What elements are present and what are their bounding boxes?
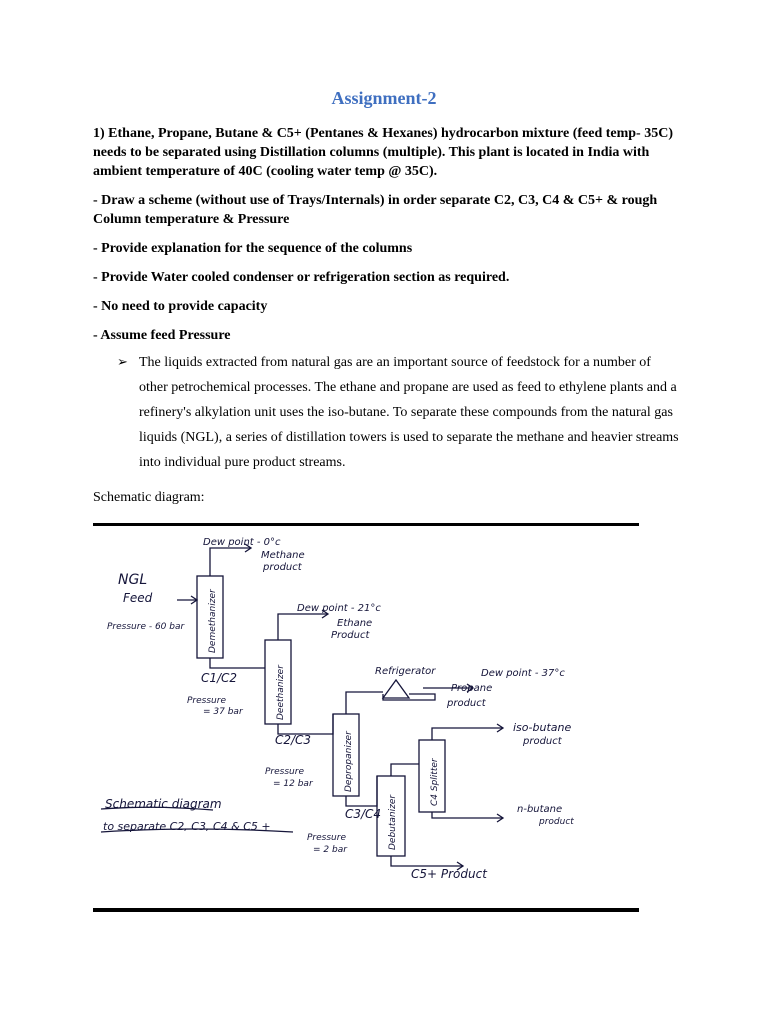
- n-butane-product-label: product: [539, 817, 574, 827]
- debutanizer-label: Debutanizer: [388, 794, 398, 850]
- task-item: - Provide explanation for the sequence of the columns: [93, 241, 413, 256]
- answer-paragraph: The liquids extracted from natural gas are an important source of feedstock for a number of other petrochemical processes. The ethane and propane are used as feed to ethylene plants and a refinery's alkylation unit uses the iso-butane. To separate these compounds from the natural gas liquids (NGL), a series of distillation towers is used to separate the methane and heavier streams into individual pure product streams.: [139, 355, 679, 470]
- dew-point-ethane-label: Dew point - 21°c: [297, 603, 381, 614]
- feed-label: Feed: [123, 591, 153, 605]
- methane-label: Methane: [261, 550, 305, 561]
- ethane-label: Ethane: [337, 618, 373, 629]
- n-butane-label: n-butane: [517, 804, 563, 815]
- pressure-debutanizer-label: Pressure: [307, 833, 346, 843]
- task-item: - Provide Water cooled condenser or refrigeration section as required.: [93, 270, 510, 285]
- task-item: - Assume feed Pressure: [93, 328, 231, 343]
- demethanizer-label: Demethanizer: [208, 589, 218, 653]
- pressure-demethanizer-label: Pressure - 60 bar: [107, 622, 185, 632]
- pressure-depropanizer-label: Pressure: [265, 767, 304, 777]
- ngl-label: NGL: [118, 572, 148, 588]
- ethane-product-label: Product: [331, 630, 370, 641]
- pressure-depropanizer-value: = 12 bar: [273, 779, 313, 789]
- figure-top-border: [93, 523, 639, 526]
- figure-caption: Schematic diagram:: [93, 490, 205, 505]
- page-title: Assignment-2: [331, 88, 437, 108]
- pressure-deethanizer-label: Pressure: [187, 696, 226, 706]
- c5-product-label: C5+ Product: [411, 867, 487, 881]
- deethanizer-label: Deethanizer: [276, 665, 286, 720]
- methane-product-label: product: [263, 562, 302, 573]
- c4-splitter-label: C4 Splitter: [430, 758, 440, 806]
- pressure-deethanizer-value: = 37 bar: [203, 707, 243, 717]
- dew-point-methane-label: Dew point - 0°c: [203, 537, 281, 548]
- iso-butane-product-label: product: [523, 736, 562, 747]
- depropanizer-label: Depropanizer: [344, 731, 354, 792]
- schematic-diagram: [93, 528, 639, 908]
- propane-product-label: product: [447, 698, 486, 709]
- pressure-debutanizer-value: = 2 bar: [313, 845, 347, 855]
- propane-label: Propane: [451, 683, 493, 694]
- c1-c2-label: C1/C2: [201, 671, 238, 685]
- iso-butane-label: iso-butane: [513, 721, 572, 734]
- task-item: - Draw a scheme (without use of Trays/Internals) in order separate C2, C3, C4 & C5+ & rough Column temperature & Pressure: [93, 193, 658, 227]
- schematic-note-line2: to separate C2, C3, C4 & C5 +: [103, 820, 271, 833]
- refrigerator-label: Refrigerator: [375, 666, 436, 677]
- c2-c3-label: C2/C3: [275, 733, 312, 747]
- schematic-note-line1: Schematic diagram: [105, 797, 222, 811]
- dew-point-propane-label: Dew point - 37°c: [481, 668, 565, 679]
- task-item: - No need to provide capacity: [93, 299, 268, 314]
- refrigerator-icon: [383, 680, 409, 698]
- c3-c4-label: C3/C4: [345, 807, 382, 821]
- question-text: 1) Ethane, Propane, Butane & C5+ (Pentanes & Hexanes) hydrocarbon mixture (feed temp- 35C) needs to be separated using Distillation columns (multiple). This plant is located in India with ambient temperature of 40C (cooling water temp @ 35C).: [93, 126, 673, 179]
- figure-bottom-border: [93, 908, 639, 912]
- arrow-bullet-icon: ➢: [117, 354, 128, 369]
